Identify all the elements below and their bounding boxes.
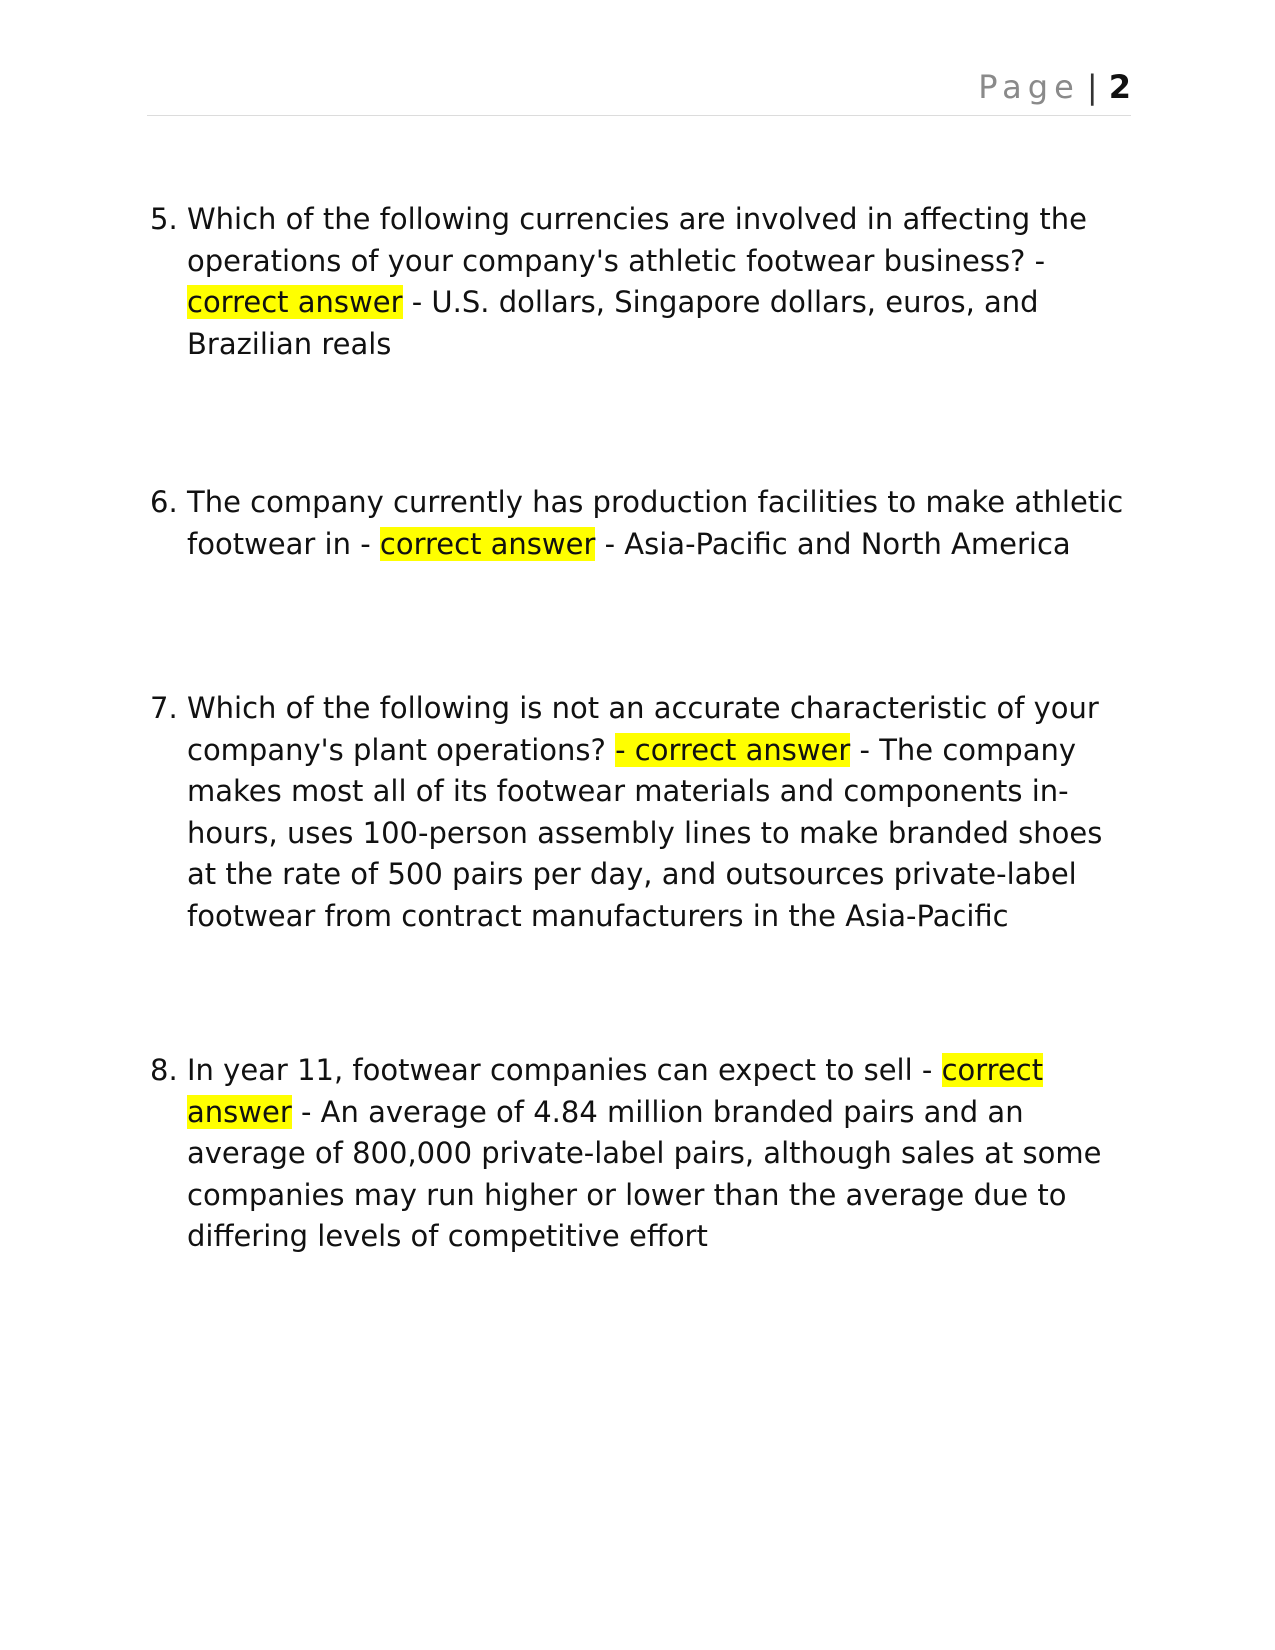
question-prompt: The company currently has production facilities to make athletic footwear in - [187, 485, 1124, 561]
question-prompt: Which of the following currencies are involved in affecting the operations of your company's athletic footwear business? - [187, 202, 1088, 278]
answer-highlight: - correct answer [615, 732, 851, 767]
question-text [187, 688, 1130, 937]
answer-text: - The company makes most all of its footwear materials and components in-hours, uses 100-person assembly lines to make branded shoes at the rate of 500 pairs per day, and outsources private-label footwear from contract manufacturers in the Asia-Pacific [187, 732, 1103, 933]
page-label: Page [978, 68, 1080, 106]
answer-highlight: correct answer [187, 285, 403, 319]
question-text [187, 199, 1130, 365]
page-separator: | [1086, 68, 1098, 106]
answer-text: - U.S. dollars, Singapore dollars, euros, and Brazilian reals [187, 285, 1039, 361]
page-header [147, 70, 1131, 116]
question-prompt: In year 11, footwear companies can expect to sell - [187, 1053, 942, 1087]
question-8 [150, 1050, 1130, 1258]
answer-text: - Asia-Pacific and North America [595, 526, 1071, 561]
question-6 [150, 482, 1130, 565]
question-7 [150, 688, 1130, 937]
page-number: 2 [1108, 68, 1131, 106]
answer-highlight: correct answer [379, 526, 596, 561]
question-number: 5. [150, 202, 178, 236]
answer-text: - An average of 4.84 million branded pairs and an average of 800,000 private-label pairs, although sales at some companies may run higher or lower than the average due to differing levels of competitive effort [187, 1094, 1102, 1253]
question-number: 8. [150, 1053, 178, 1087]
question-text [187, 482, 1130, 565]
question-number: 6. [150, 485, 178, 519]
question-prompt: Which of the following is not an accurate characteristic of your company's plant operations? [187, 691, 1099, 767]
question-text [187, 1050, 1130, 1258]
answer-highlight: correct answer [187, 1053, 1044, 1129]
question-5 [150, 199, 1130, 365]
question-number: 7. [150, 691, 178, 725]
